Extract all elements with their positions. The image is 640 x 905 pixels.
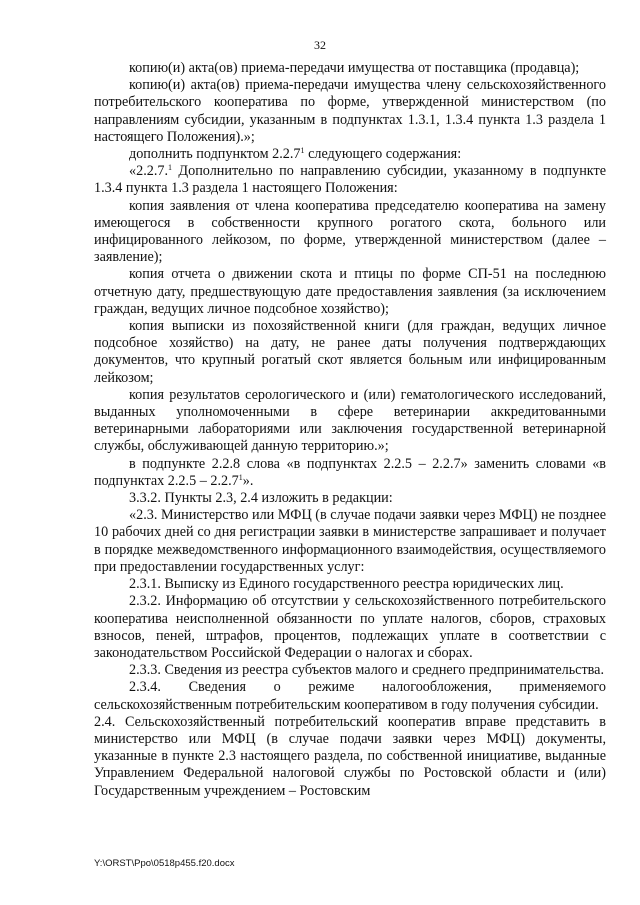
document-body — [94, 60, 606, 800]
paragraph — [94, 60, 606, 77]
paragraph — [94, 662, 606, 679]
paragraph — [94, 576, 606, 593]
paragraph — [94, 679, 606, 713]
paragraph-text-continued: ». — [242, 472, 254, 489]
paragraph — [94, 266, 606, 318]
paragraph-text-continued: Дополнительно по направлению субсидии, указанному в подпункте 1.3.4 пункта 1.3 раздела 1 настоящего Положения: — [94, 163, 606, 197]
paragraph — [94, 593, 606, 662]
paragraph-text: копия результатов серологического и (или) гематологического исследований, выданных уполномоченными в сфере ветеринарии аккредитованными ветеринарными лабораториями или заключения государственной ветеринарной службы, обслуживающей данную территорию.»; — [94, 386, 606, 455]
paragraph — [94, 146, 606, 163]
superscript: 1 — [168, 163, 173, 173]
paragraph — [94, 198, 606, 267]
paragraph-text: 2.3.1. Выписку из Единого государственного реестра юридических лиц. — [129, 576, 564, 593]
paragraph — [94, 77, 606, 146]
superscript: 1 — [300, 146, 305, 156]
paragraph — [94, 163, 606, 197]
paragraph-text: «2.3. Министерство или МФЦ (в случае подачи заявки через МФЦ) не позднее 10 рабочих дней со дня регистрации заявки в министерстве запрашивает и получает в порядке межведомственного информационного взаимодействия, осуществляемого при предоставлении государственных услуг: — [94, 507, 606, 575]
paragraph-text: 2.3.4. Сведения о режиме налогообложения, применяемого сельскохозяйственным потребительским кооперативом в году получения субсидии. — [94, 679, 606, 713]
paragraph-text: 2.3.2. Информацию об отсутствии у сельскохозяйственного потребительского кооператива неисполненной обязанности по уплате налогов, сборов, страховых взносов, пеней, штрафов, процентов, подлежащих уплате в соответствии с законодательством Российской Федерации о налогах и сборах. — [94, 593, 606, 661]
paragraph-text: копию(и) акта(ов) приема-передачи имущества от поставщика (продавца); — [129, 60, 580, 76]
superscript: 1 — [238, 472, 243, 482]
paragraph-text: в подпункте 2.2.8 слова «в подпунктах 2.2.5 – 2.2.7» заменить словами «в подпунктах 2.2.5 – 2.2.7 — [94, 455, 606, 489]
paragraph-text: дополнить подпунктом 2.2.7 — [129, 146, 301, 163]
paragraph-text: 2.4. Сельскохозяйственный потребительский кооператив вправе представить в министерство или МФЦ (в случае подачи заявки через МФЦ) документы, указанные в пункте 2.3 настоящего раздела, по собственной инициативе, выданные Управлением Федеральной налоговой службы по Ростовской области и (или) Государственным учреждением – Ростовским — [94, 713, 606, 799]
paragraph-text: 3.3.2. Пункты 2.3, 2.4 изложить в редакции: — [129, 490, 393, 507]
paragraph — [94, 387, 606, 456]
footer-file-path: Y:\ORST\Ppo\0518p455.f20.docx — [94, 858, 235, 869]
paragraph-text: копия заявления от члена кооператива председателю кооператива на замену имеющегося в собственности крупного рогатого скота, больного или инфицированного лейкозом, по форме, утвержденной министерством (далее – заявление); — [94, 197, 606, 266]
paragraph — [94, 318, 606, 387]
paragraph-text-continued: следующего содержания: — [304, 146, 462, 163]
paragraph — [94, 507, 606, 576]
paragraph — [94, 456, 606, 490]
paragraph-text: «2.2.7. — [129, 163, 169, 180]
paragraph-text: копию(и) акта(ов) приема-передачи имущества члену сельскохозяйственного потребительского кооператива по форме, утвержденной министерством (по направлениям субсидии, указанным в подпунктах 1.3.1, 1.3.4 пункта 1.3 раздела 1 настоящего Положения).»; — [94, 77, 606, 145]
paragraph — [94, 714, 606, 800]
page-number: 32 — [314, 38, 326, 52]
paragraph-text: копия отчета о движении скота и птицы по форме СП-51 на последнюю отчетную дату, предшествующую дате предоставления заявления (за исключением граждан, ведущих личное подсобное хозяйство); — [94, 266, 606, 317]
paragraph — [94, 490, 606, 507]
paragraph-text: 2.3.3. Сведения из реестра субъектов малого и среднего предпринимательства. — [129, 662, 605, 679]
paragraph-text: копия выписки из похозяйственной книги (для граждан, ведущих личное подсобное хозяйство) на дату, не ранее даты получения подтверждающих документов, что крупный рогатый скот является больным или инфицированным лейкозом; — [94, 318, 606, 386]
